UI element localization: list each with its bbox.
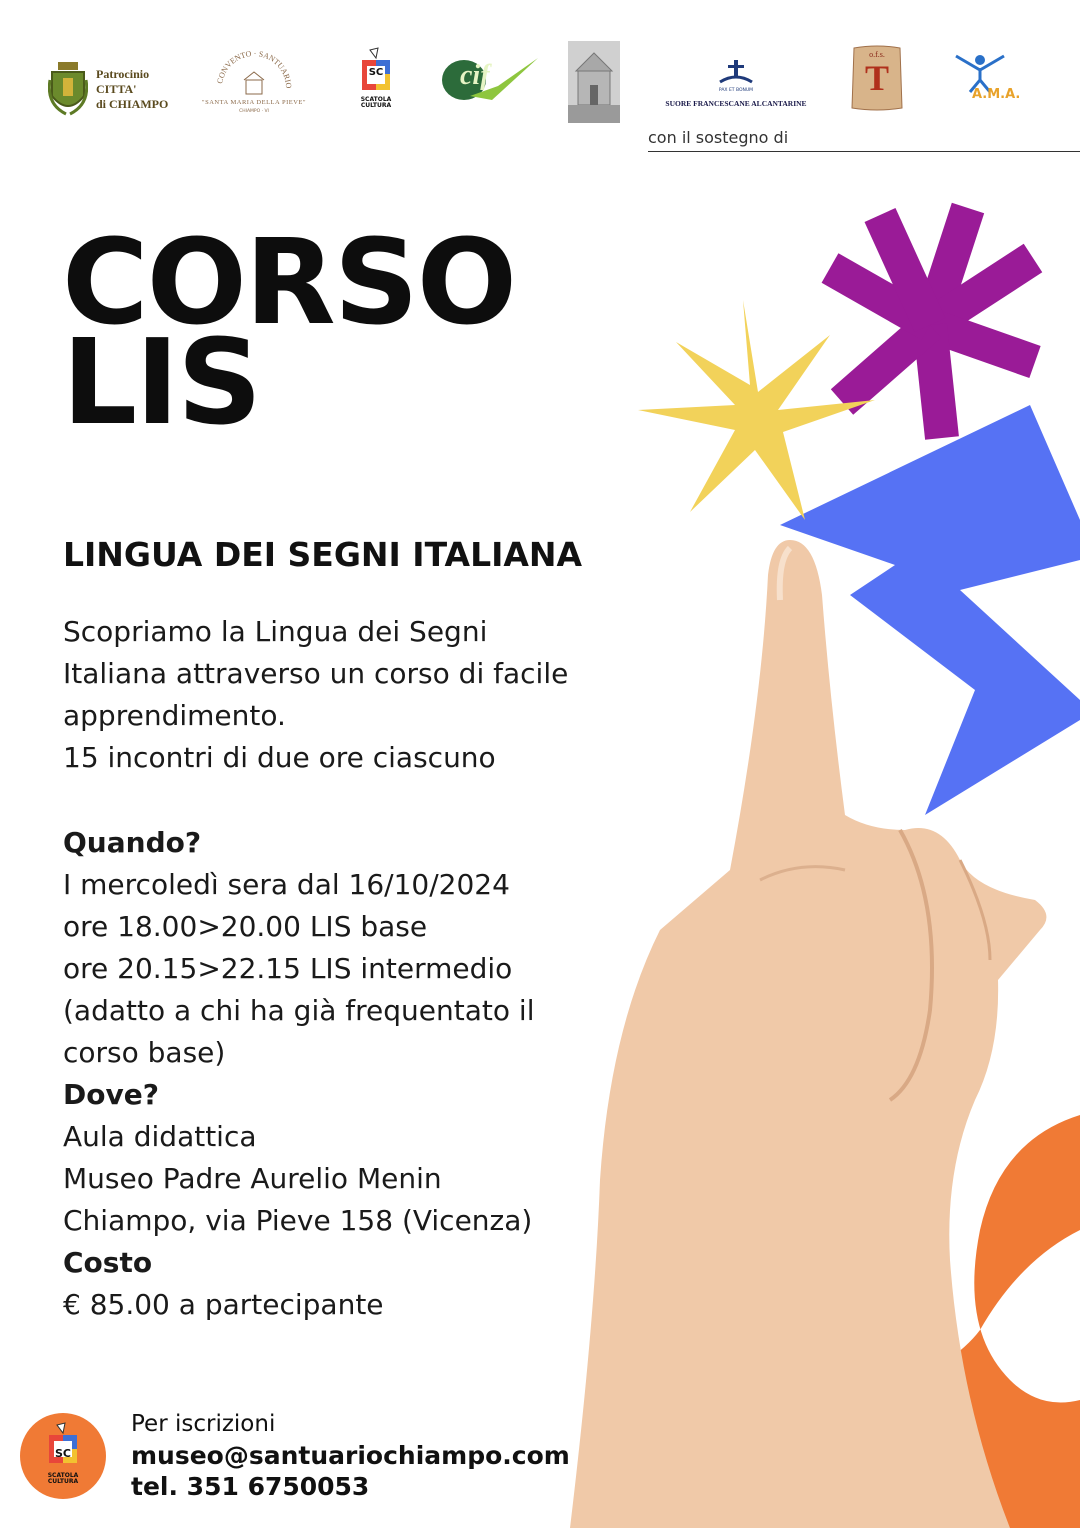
convento-name: "SANTA MARIA DELLA PIEVE" <box>201 99 307 106</box>
pax-text: PAX ET BONUM <box>718 88 754 93</box>
title-line-1: CORSO <box>62 213 516 351</box>
ofs-text: o.f.s. <box>869 50 885 59</box>
cost-heading: Costo <box>63 1246 153 1279</box>
scatola-text-2: CULTURA <box>360 102 392 109</box>
when-line: ore 20.15>22.15 LIS intermedio <box>63 952 513 985</box>
box-icon <box>38 1421 88 1471</box>
patrocinio-chiampo: di CHIAMPO <box>96 97 169 111</box>
footer-scatola-text-2: CULTURA <box>47 1478 79 1485</box>
where-line: Chiampo, via Pieve 158 (Vicenza) <box>63 1204 533 1237</box>
contact-phone[interactable]: tel. 351 6750053 <box>131 1472 370 1501</box>
intro-line: Italiana attraverso un corso di facile <box>63 657 569 690</box>
patrocinio-citta: CITTA' <box>96 82 137 96</box>
cost-value: € 85.00 a partecipante <box>63 1288 384 1321</box>
convento-place: CHIAMPO · VI <box>239 109 269 114</box>
where-heading: Dove? <box>63 1078 159 1111</box>
where-line: Museo Padre Aurelio Menin <box>63 1162 442 1195</box>
convento-arc-text: CONVENTO · SANTUARIO <box>215 50 294 89</box>
contact-email-link[interactable]: museo@santuariochiampo.com <box>131 1441 570 1470</box>
when-heading: Quando? <box>63 826 202 859</box>
suore-text: SUORE FRANCESCANE ALCANTARINE <box>665 99 807 108</box>
cif-text: cif <box>460 60 490 91</box>
intro-text <box>63 611 568 779</box>
page-title <box>62 213 516 451</box>
footer-logo-scatola <box>20 1413 106 1499</box>
details-text <box>63 822 534 1326</box>
ofs-tau: T <box>864 58 889 98</box>
scatola-mark: SC <box>368 67 384 78</box>
intro-line: Scopriamo la Lingua dei Segni <box>63 615 488 648</box>
contact-label: Per iscrizioni <box>131 1411 276 1437</box>
title-line-2: LIS <box>62 313 261 451</box>
when-line: corso base) <box>63 1036 226 1069</box>
when-line: I mercoledì sera dal 16/10/2024 <box>63 868 510 901</box>
where-line: Aula didattica <box>63 1120 257 1153</box>
ama-text: A.M.A. <box>972 87 1021 102</box>
when-line: ore 18.00>20.00 LIS base <box>63 910 428 943</box>
intro-line: apprendimento. <box>63 699 286 732</box>
yellow-star-shape <box>638 300 875 520</box>
footer-scatola-mark: SC <box>55 1447 71 1460</box>
intro-line: 15 incontri di due ore ciascuno <box>63 741 496 774</box>
footer-scatola-text-1: SCATOLA <box>47 1472 79 1479</box>
sostegno-text: con il sostegno di <box>648 128 789 147</box>
contact-block <box>131 1409 570 1502</box>
subtitle: LINGUA DEI SEGNI ITALIANA <box>63 535 583 574</box>
when-line: (adatto a chi ha già frequentato il <box>63 994 535 1027</box>
orange-swirl-inner <box>1039 1260 1080 1395</box>
patrocinio-label: Patrocinio <box>96 67 150 81</box>
scatola-text-1: SCATOLA <box>360 96 392 103</box>
